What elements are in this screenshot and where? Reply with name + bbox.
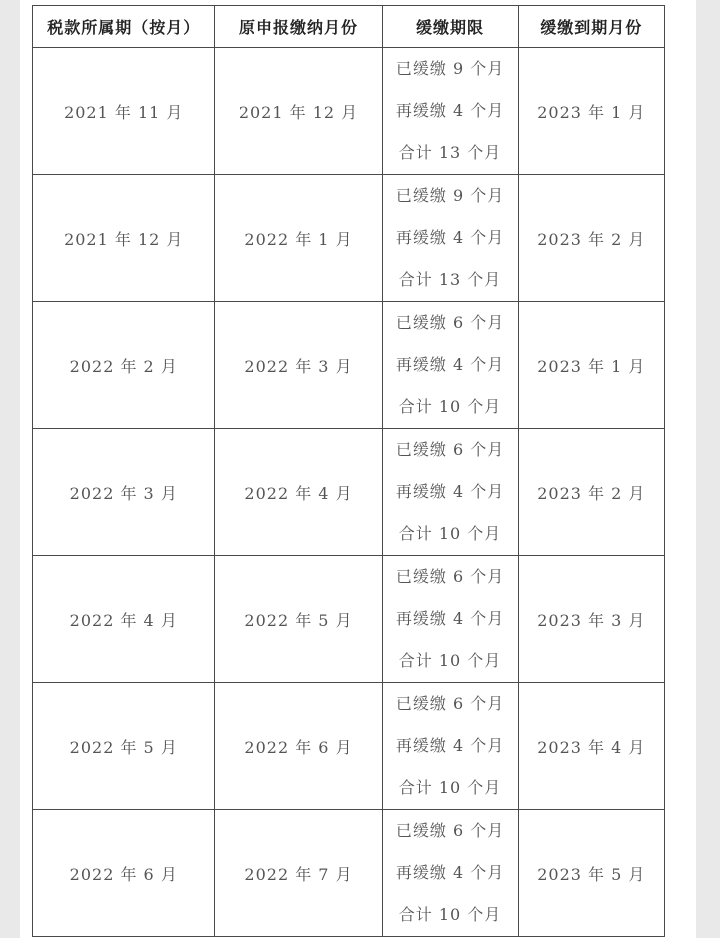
cell-deferral-period	[382, 429, 518, 556]
table-row	[33, 175, 665, 302]
cell-tax-period: 2022 年 4 月	[33, 556, 215, 683]
table-row	[33, 683, 665, 810]
deferral-additional: 再缓缴 4 个月	[395, 101, 505, 120]
cell-original-month: 2022 年 7 月	[215, 810, 382, 937]
table-row	[33, 556, 665, 683]
cell-due-month: 2023 年 2 月	[518, 175, 664, 302]
deferral-total: 合计 10 个月	[398, 651, 502, 670]
header-row	[33, 6, 665, 48]
deferral-additional: 再缓缴 4 个月	[395, 609, 505, 628]
table-row	[33, 48, 665, 175]
header-original-month: 原申报缴纳月份	[215, 6, 382, 48]
cell-original-month: 2022 年 5 月	[215, 556, 382, 683]
cell-original-month: 2022 年 1 月	[215, 175, 382, 302]
cell-deferral-period	[382, 302, 518, 429]
cell-deferral-period	[382, 48, 518, 175]
deferral-total: 合计 13 个月	[398, 143, 502, 162]
header-due-month: 缓缴到期月份	[518, 6, 664, 48]
table-header	[33, 6, 665, 48]
cell-due-month: 2023 年 3 月	[518, 556, 664, 683]
cell-due-month: 2023 年 5 月	[518, 810, 664, 937]
cell-due-month: 2023 年 4 月	[518, 683, 664, 810]
cell-due-month: 2023 年 2 月	[518, 429, 664, 556]
cell-tax-period: 2021 年 11 月	[33, 48, 215, 175]
deferral-already: 已缓缴 6 个月	[395, 313, 505, 332]
table-row	[33, 429, 665, 556]
cell-due-month: 2023 年 1 月	[518, 48, 664, 175]
deferral-already: 已缓缴 6 个月	[395, 567, 505, 586]
deferral-already: 已缓缴 9 个月	[395, 59, 505, 78]
table-body	[33, 48, 665, 937]
deferral-additional: 再缓缴 4 个月	[395, 863, 505, 882]
table-row	[33, 810, 665, 937]
cell-tax-period: 2022 年 3 月	[33, 429, 215, 556]
cell-deferral-period	[382, 810, 518, 937]
deferral-total: 合计 10 个月	[398, 524, 502, 543]
deferral-total: 合计 13 个月	[398, 270, 502, 289]
cell-tax-period: 2022 年 2 月	[33, 302, 215, 429]
deferral-additional: 再缓缴 4 个月	[395, 355, 505, 374]
document-page	[20, 0, 696, 938]
deferral-total: 合计 10 个月	[398, 778, 502, 797]
header-deferral-period: 缓缴期限	[382, 6, 518, 48]
deferral-total: 合计 10 个月	[398, 905, 502, 924]
cell-deferral-period	[382, 175, 518, 302]
cell-tax-period: 2022 年 5 月	[33, 683, 215, 810]
cell-tax-period: 2022 年 6 月	[33, 810, 215, 937]
cell-original-month: 2022 年 4 月	[215, 429, 382, 556]
deferral-already: 已缓缴 9 个月	[395, 186, 505, 205]
cell-original-month: 2021 年 12 月	[215, 48, 382, 175]
deferral-already: 已缓缴 6 个月	[395, 821, 505, 840]
deferral-already: 已缓缴 6 个月	[395, 694, 505, 713]
header-tax-period: 税款所属期（按月）	[33, 6, 215, 48]
deferral-additional: 再缓缴 4 个月	[395, 736, 505, 755]
cell-original-month: 2022 年 6 月	[215, 683, 382, 810]
deferral-additional: 再缓缴 4 个月	[395, 228, 505, 247]
cell-tax-period: 2021 年 12 月	[33, 175, 215, 302]
cell-deferral-period	[382, 683, 518, 810]
tax-deferral-table	[32, 5, 665, 937]
deferral-already: 已缓缴 6 个月	[395, 440, 505, 459]
deferral-total: 合计 10 个月	[398, 397, 502, 416]
cell-original-month: 2022 年 3 月	[215, 302, 382, 429]
cell-deferral-period	[382, 556, 518, 683]
cell-due-month: 2023 年 1 月	[518, 302, 664, 429]
table-row	[33, 302, 665, 429]
deferral-additional: 再缓缴 4 个月	[395, 482, 505, 501]
